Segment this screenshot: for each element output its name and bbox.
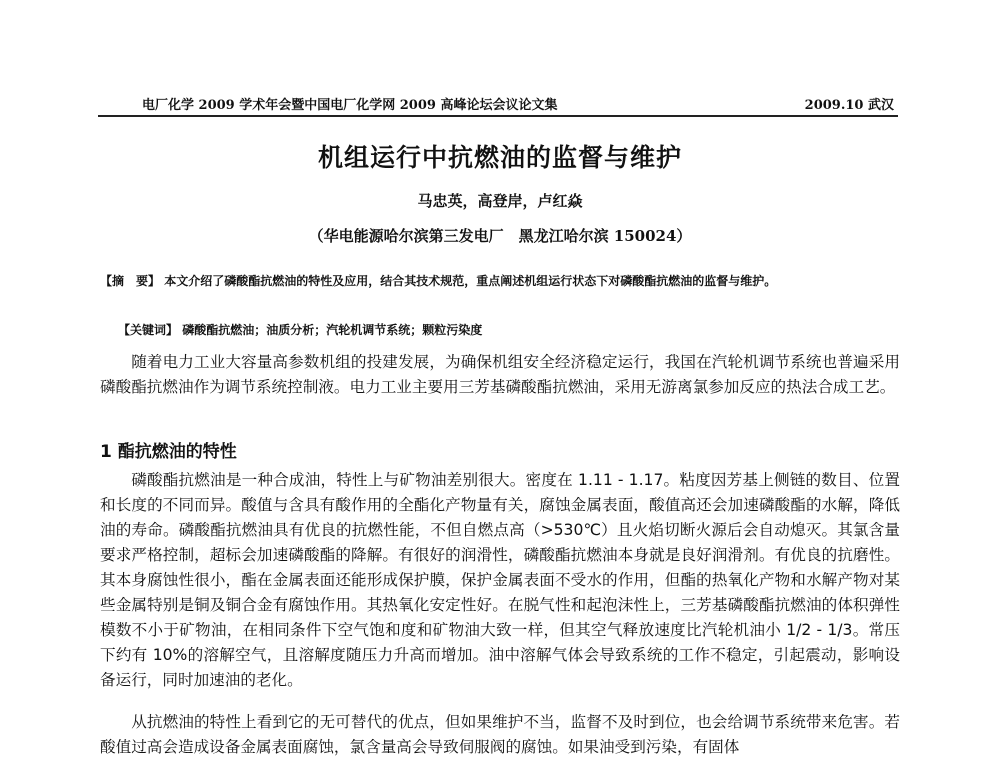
keywords-text: 磷酸酯抗燃油；油质分析；汽轮机调节系统；颗粒污染度 [182,323,483,337]
conference-name: 电厂化学 2009 学术年会暨中国电厂化学网 2009 高峰论坛会议论文集 [142,98,558,113]
keywords-label: 【关键词】 [118,323,179,337]
intro-paragraph: 随着电力工业大容量高参数机组的投建发展，为确保机组安全经济稳定运行，我国在汽轮机调节系统也普遍采用磷酸酯抗燃油作为调节系统控制液。电力工业主要用三芳基磷酸酯抗燃油，采用无游离氯参加反应的热法合成工艺。 [100,353,900,396]
section-heading: 1 酯抗燃油的特性 [100,442,237,462]
abstract-label: 【摘 要】 [100,274,161,288]
section-paragraph-1: 磷酸酯抗燃油是一种合成油，特性上与矿物油差别很大。密度在 1.11 - 1.17。粘度因芳基上侧链的数目、位置和长度的不同而异。酸值与含具有酸作用的全酯化产物量有关，腐蚀金属表面，酸值高还会加速磷酸酯的水解，降低油的寿命。磷酸酯抗燃油具有优良的抗燃性能，不但自燃点高（>530℃）且火焰切断火源后会自动熄灭。其氯含量要求严格控制，超标会加速磷酸酯的降解。有很好的润滑性，磷酸酯抗燃油本身就是良好润滑剂。有优良的抗磨性。其本身腐蚀性很小，酯在金属表面还能形成保护膜，保护金属表面不受水的作用，但酯的热氧化产物和水解产物对某些金属特别是铜及铜合金有腐蚀作用。其热氧化安定性好。在脱气性和起泡沫性上，三芳基磷酸酯抗燃油的体积弹性模数不小于矿物油，在相同条件下空气饱和度和矿物油大致一样，但其空气释放速度比汽轮机油小 1/2 - 1/3。常压下约有 10%的溶解空气，且溶解度随压力升高而增加。油中溶解气体会导致系统的工作不稳定，引起震动，影响设备运行，同时加速油的老化。 [100,471,900,689]
abstract-text: 本文介绍了磷酸酯抗燃油的特性及应用，结合其技术规范，重点阐述机组运行状态下对磷酸酯抗燃油的监督与维护。 [164,274,777,288]
article-title: 机组运行中抗燃油的监督与维护 [317,143,682,172]
running-header [100,92,896,114]
header-rule [98,115,898,117]
keywords [118,320,898,340]
abstract [100,270,900,292]
section-paragraph-2: 从抗燃油的特性上看到它的无可替代的优点，但如果维护不当，监督不及时到位，也会给调节系统带来危害。若酸值过高会造成设备金属表面腐蚀，氯含量高会导致伺服阀的腐蚀。如果油受到污染，有固体 [100,713,900,756]
affiliation: （华电能源哈尔滨第三发电厂 黑龙江哈尔滨 150024） [308,227,692,245]
authors: 马忠英，高登岸，卢红焱 [417,192,583,210]
date-place: 2009.10 武汉 [804,98,894,113]
